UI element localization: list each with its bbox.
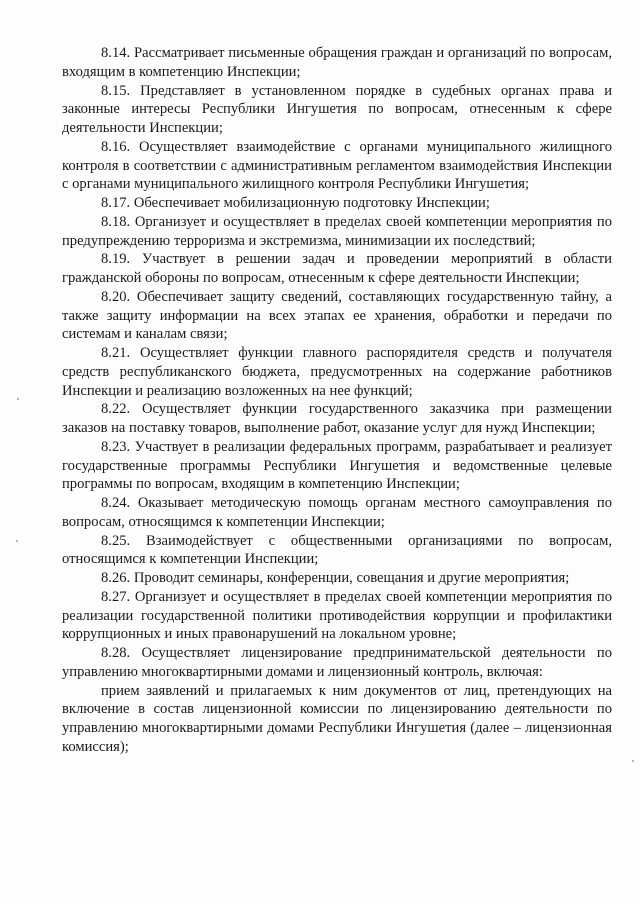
paragraph-8-14: 8.14. Рассматривает письменные обращения граждан и организаций по вопросам, входящим в компетенцию Инспекции; bbox=[62, 45, 612, 80]
paragraph-8-19: 8.19. Участвует в решении задач и проведении мероприятий в области гражданской обороны по вопросам, отнесенным к сфере деятельности Инспекции; bbox=[62, 251, 612, 286]
paragraph-8-22: 8.22. Осуществляет функции государственного заказчика при размещении заказов на поставку товаров, выполнение работ, оказание услуг для нужд Инспекции; bbox=[62, 401, 612, 436]
scan-speck bbox=[632, 760, 634, 762]
scan-speck bbox=[17, 398, 19, 400]
paragraph-8-15: 8.15. Представляет в установленном порядке в судебных органах права и законные интересы Республики Ингушетия по вопросам, отнесенным к сфере деятельности Инспекции; bbox=[62, 82, 612, 136]
paragraph-8-28-item: прием заявлений и прилагаемых к ним документов от лиц, претендующих на включение в состав лицензионной комиссии по лицензированию деятельности по управлению многоквартирными домами Республики Ингушетия (далее – лицензионная комиссия); bbox=[62, 682, 612, 755]
paragraph-8-21: 8.21. Осуществляет функции главного распорядителя средств и получателя средств республиканского бюджета, предусмотренных на содержание работников Инспекции и реализацию возложенных на нее функций; bbox=[62, 345, 612, 399]
paragraph-8-28: 8.28. Осуществляет лицензирование предпринимательской деятельности по управлению многоквартирными домами и лицензионный контроль, включая: bbox=[62, 645, 612, 680]
document-body bbox=[62, 44, 612, 757]
paragraph-8-20: 8.20. Обеспечивает защиту сведений, составляющих государственную тайну, а также защиту информации на всех этапах ее хранения, обработки и передачи по системам и каналам связи; bbox=[62, 288, 612, 343]
paragraph-8-17: 8.17. Обеспечивает мобилизационную подготовку Инспекции; bbox=[101, 195, 490, 211]
paragraph-8-23: 8.23. Участвует в реализации федеральных программ, разрабатывает и реализует государственные программы Республики Ингушетия и ведомственные целевые программы по вопросам, входящим в компетенцию Инспекции; bbox=[62, 438, 612, 493]
paragraph-8-18: 8.18. Организует и осуществляет в пределах своей компетенции мероприятия по предупреждению терроризма и экстремизма, минимизации их последствий; bbox=[62, 213, 612, 249]
paragraph-8-16: 8.16. Осуществляет взаимодействие с органами муниципального жилищного контроля в соответствии с административным регламентом взаимодействия Инспекции с органами муниципального жилищного контроля Республики Ингушетия; bbox=[62, 138, 612, 193]
scan-speck bbox=[16, 540, 18, 542]
paragraph-8-26: 8.26. Проводит семинары, конференции, совещания и другие мероприятия; bbox=[101, 570, 570, 586]
paragraph-8-25: 8.25. Взаимодействует с общественными организациями по вопросам, относящимся к компетенции Инспекции; bbox=[62, 532, 612, 568]
paragraph-8-27: 8.27. Организует и осуществляет в пределах своей компетенции мероприятия по реализации государственной политики противодействия коррупции и профилактики коррупционных и иных правонарушений на локальном уровне; bbox=[62, 588, 612, 643]
paragraph-8-24: 8.24. Оказывает методическую помощь органам местного самоуправления по вопросам, относящимся к компетенции Инспекции; bbox=[62, 495, 612, 530]
